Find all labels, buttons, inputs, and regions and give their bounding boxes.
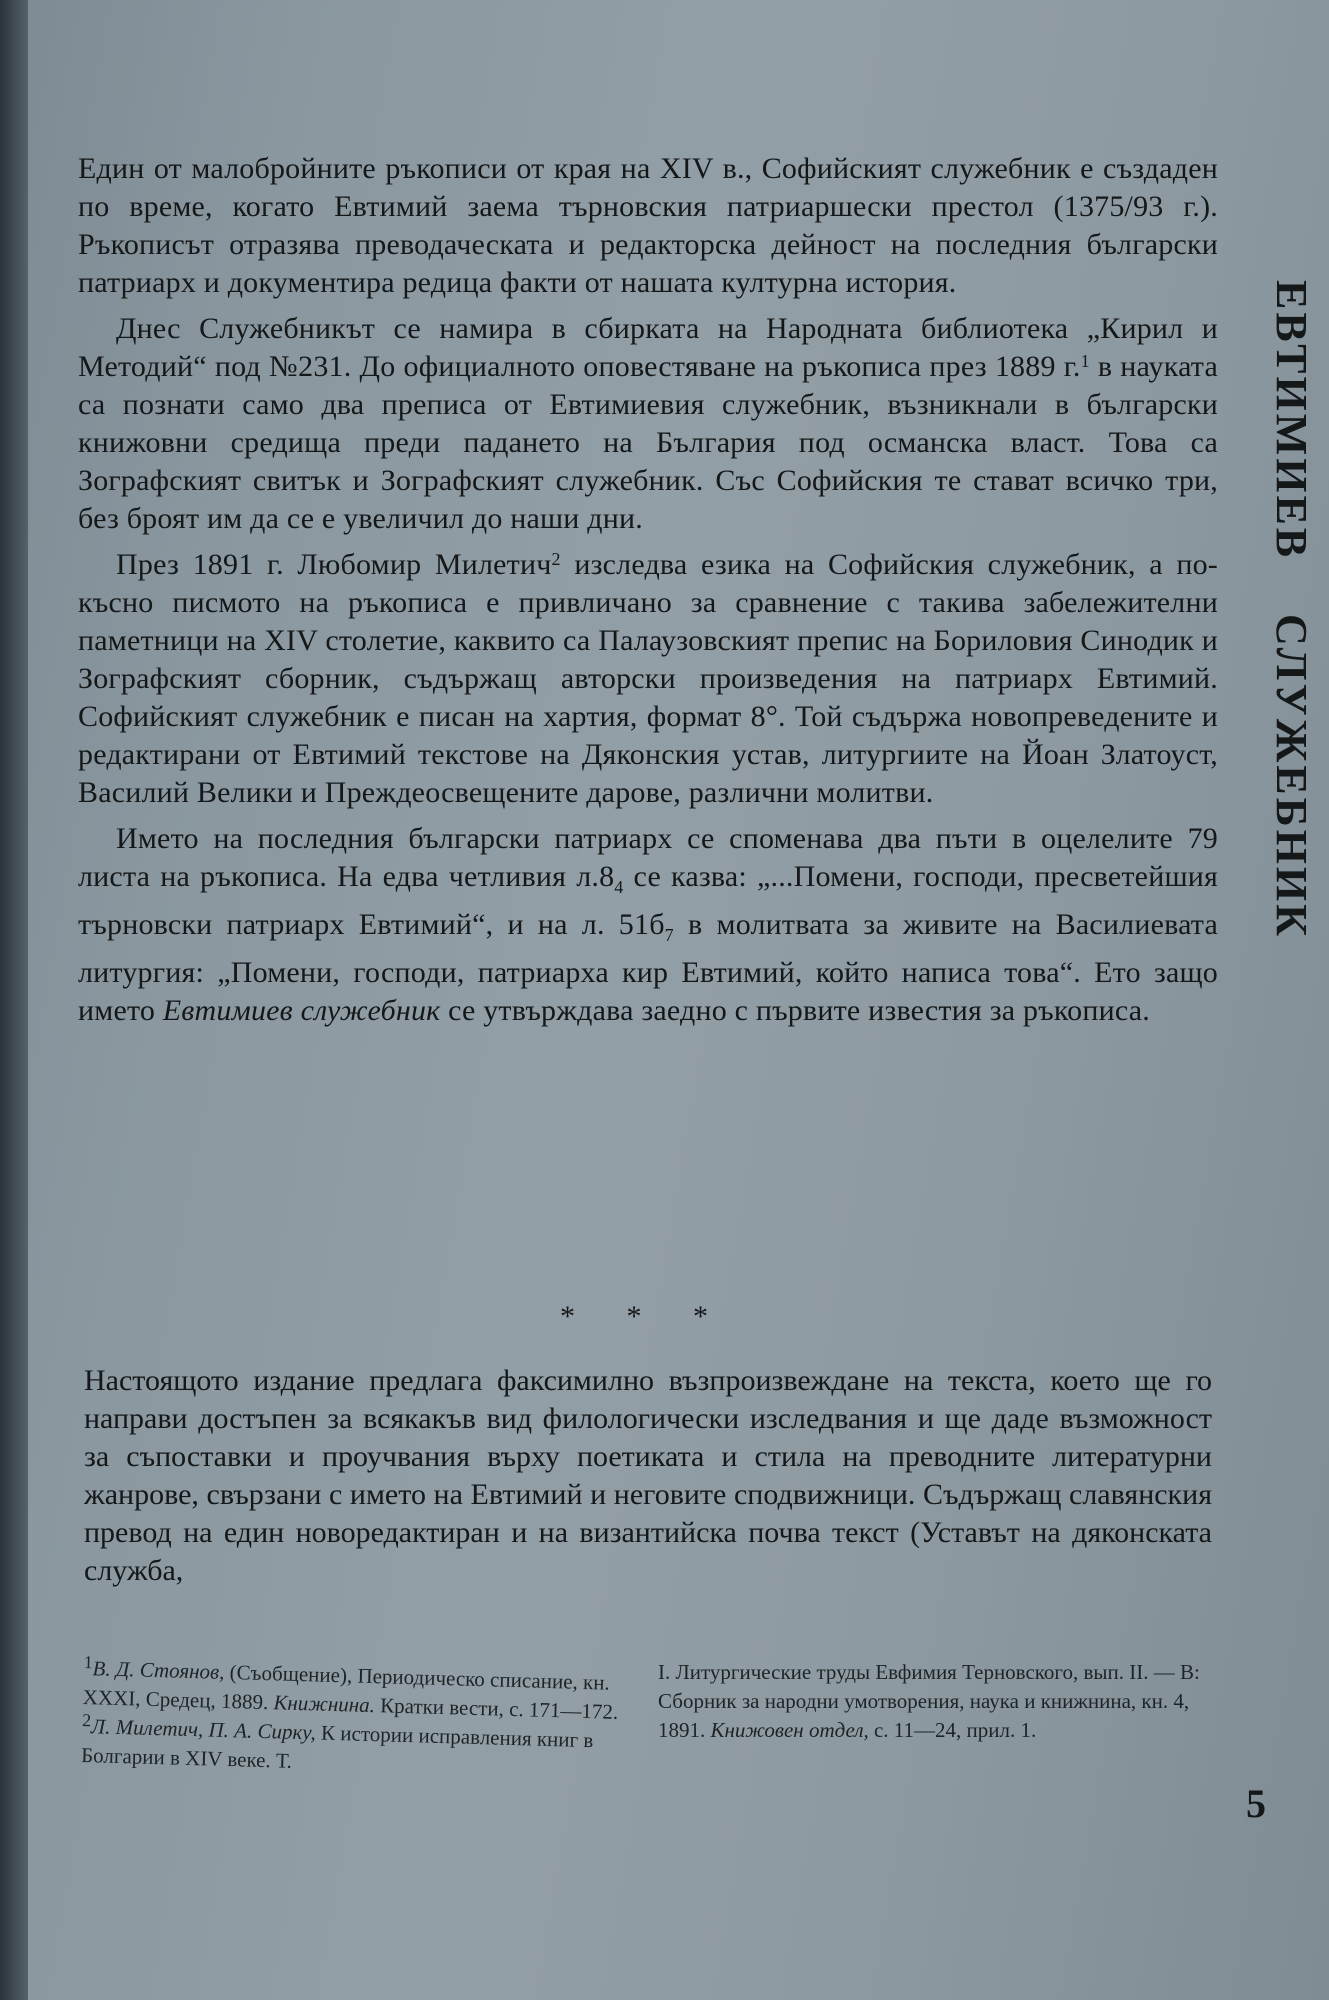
intro-text: [84, 1362, 1212, 1590]
paragraph-3-text: През 1891 г. Любомир Милетич: [116, 548, 552, 581]
footnote-1-text: (Съобщение), Периодическо списание, кн. XXXI, Средец, 1889.: [82, 1659, 611, 1715]
paragraph-3: [78, 546, 1218, 812]
footnotes-right: [658, 1658, 1218, 1745]
section-separator: * * *: [560, 1300, 730, 1333]
paragraph-4: [78, 820, 1218, 1030]
footnote-1-italic: Книжнина.: [273, 1690, 376, 1718]
side-title-word2: СЛУЖЕБНИК: [1267, 614, 1316, 940]
paragraph-3-text-cont: изследва езика на Софийския служебник, а по-късно писмото на ръкописа е привличано за сравнение с такива забележителни паметници на XIV столетие, каквито са Палаузовският препис на Бориловия Синодик и Зографският сборник, съдържащ авторски произведения на патриарх Евтимий. Софийският служебник е писан на хартия, формат 8°. Той съдържа новопреведените и редактирани от Евтимий текстове на Дяконския устав, литургиите на Йоан Златоуст, Василий Велики и Преждеосвещените дарове, различни молитви.: [78, 548, 1218, 809]
intro-paragraph: Настоящото издание предлага факсимилно възпроизвеждане на текста, което ще го направи достъпен за всякакъв вид филологически изследвания и ще даде възможност за съпоставки и проучвания върху поетиката и стила на преводните литературни жанрове, свързани с името на Евтимий и неговите сподвижници. Съдържащ славянския превод на един новоредактиран и на византийска почва текст (Уставът на дяконската служба,: [84, 1364, 1212, 1587]
page-number: 5: [1246, 1781, 1266, 1826]
paragraph-2-text: Днес Служебникът се намира в сбирката на Народната библиотека „Кирил и Методий“ под №231. До официалното оповестяване на ръкописа през 1889 г.: [78, 312, 1218, 383]
page-gutter-shadow: [0, 0, 28, 2000]
folio-subscript-2: 7: [664, 925, 674, 945]
side-title-word1: ЕВТИМИЕВ: [1267, 280, 1316, 561]
footnote-ref-1: 1: [1080, 351, 1090, 371]
paragraph-4-text-c: в молитвата за живите на Василиевата литургия: „Помени, господи, патриарха кир Евтимий, който написа това“. Ето защо името: [78, 908, 1218, 1027]
footnotes-left: [81, 1654, 624, 1785]
paragraph-4-text-d: се утвърждава заедно с първите известия за ръкописа.: [440, 994, 1150, 1027]
folio-subscript-1: 4: [614, 877, 624, 897]
side-title: [1237, 280, 1317, 940]
paragraph-2-text-cont: в науката са познати само два преписа от Евтимиевия служебник, възникнали в български книжовни средища преди падането на България под османска власт. Това са Зографският свитък и Зографският служебник. Със Софийския те стават всичко три, без броят им да се е увеличил до наши дни.: [78, 350, 1218, 535]
footnote-2-number: 2: [81, 1709, 92, 1731]
paragraph-4-text-b: се казва: „...Помени, господи, пресветейшия търновски патриарх Евтимий“, и на л. 51б: [78, 860, 1218, 941]
footnote-2-italic: Книжовен отдел,: [710, 1718, 869, 1742]
footnote-1-author: В. Д. Стоянов,: [92, 1656, 225, 1684]
book-title-italic: Евтимиев служебник: [162, 994, 441, 1027]
footnote-2-continuation: I. Литургические труды Евфимия Терновского, вып. II. — В: Сборник за народни умотворения, наука и книжнина, кн. 4, 1891.: [658, 1660, 1200, 1742]
footnote-2-tail: с. 11—24, прил. 1.: [868, 1718, 1037, 1742]
main-text: [78, 150, 1218, 1038]
footnote-ref-2: 2: [551, 549, 561, 569]
paragraph-2: [78, 310, 1218, 538]
paragraph-4-text: Името на последния български патриарх се споменава два пъти в оцелелите 79 листа на ръкописа. На едва четливия л.8: [78, 822, 1218, 893]
footnote-2-text: К истории исправления книг в Болгарии в XIV веке. Т.: [80, 1720, 594, 1773]
footnote-2-author: Л. Милетич, П. А. Сирку,: [90, 1714, 317, 1745]
footnote-1-number: 1: [83, 1652, 94, 1673]
footnote-1-tail: Кратки вести, с. 171—172.: [374, 1693, 619, 1724]
paragraph-1: Един от малобройните ръкописи от края на XIV в., Софийският служебник е създаден по време, когато Евтимий заема търновския патриаршески престол (1375/93 г.). Ръкописът отразява преводаческата и редакторска дейност на последния български патриарх и документира редица факти от нашата културна история.: [78, 152, 1218, 299]
